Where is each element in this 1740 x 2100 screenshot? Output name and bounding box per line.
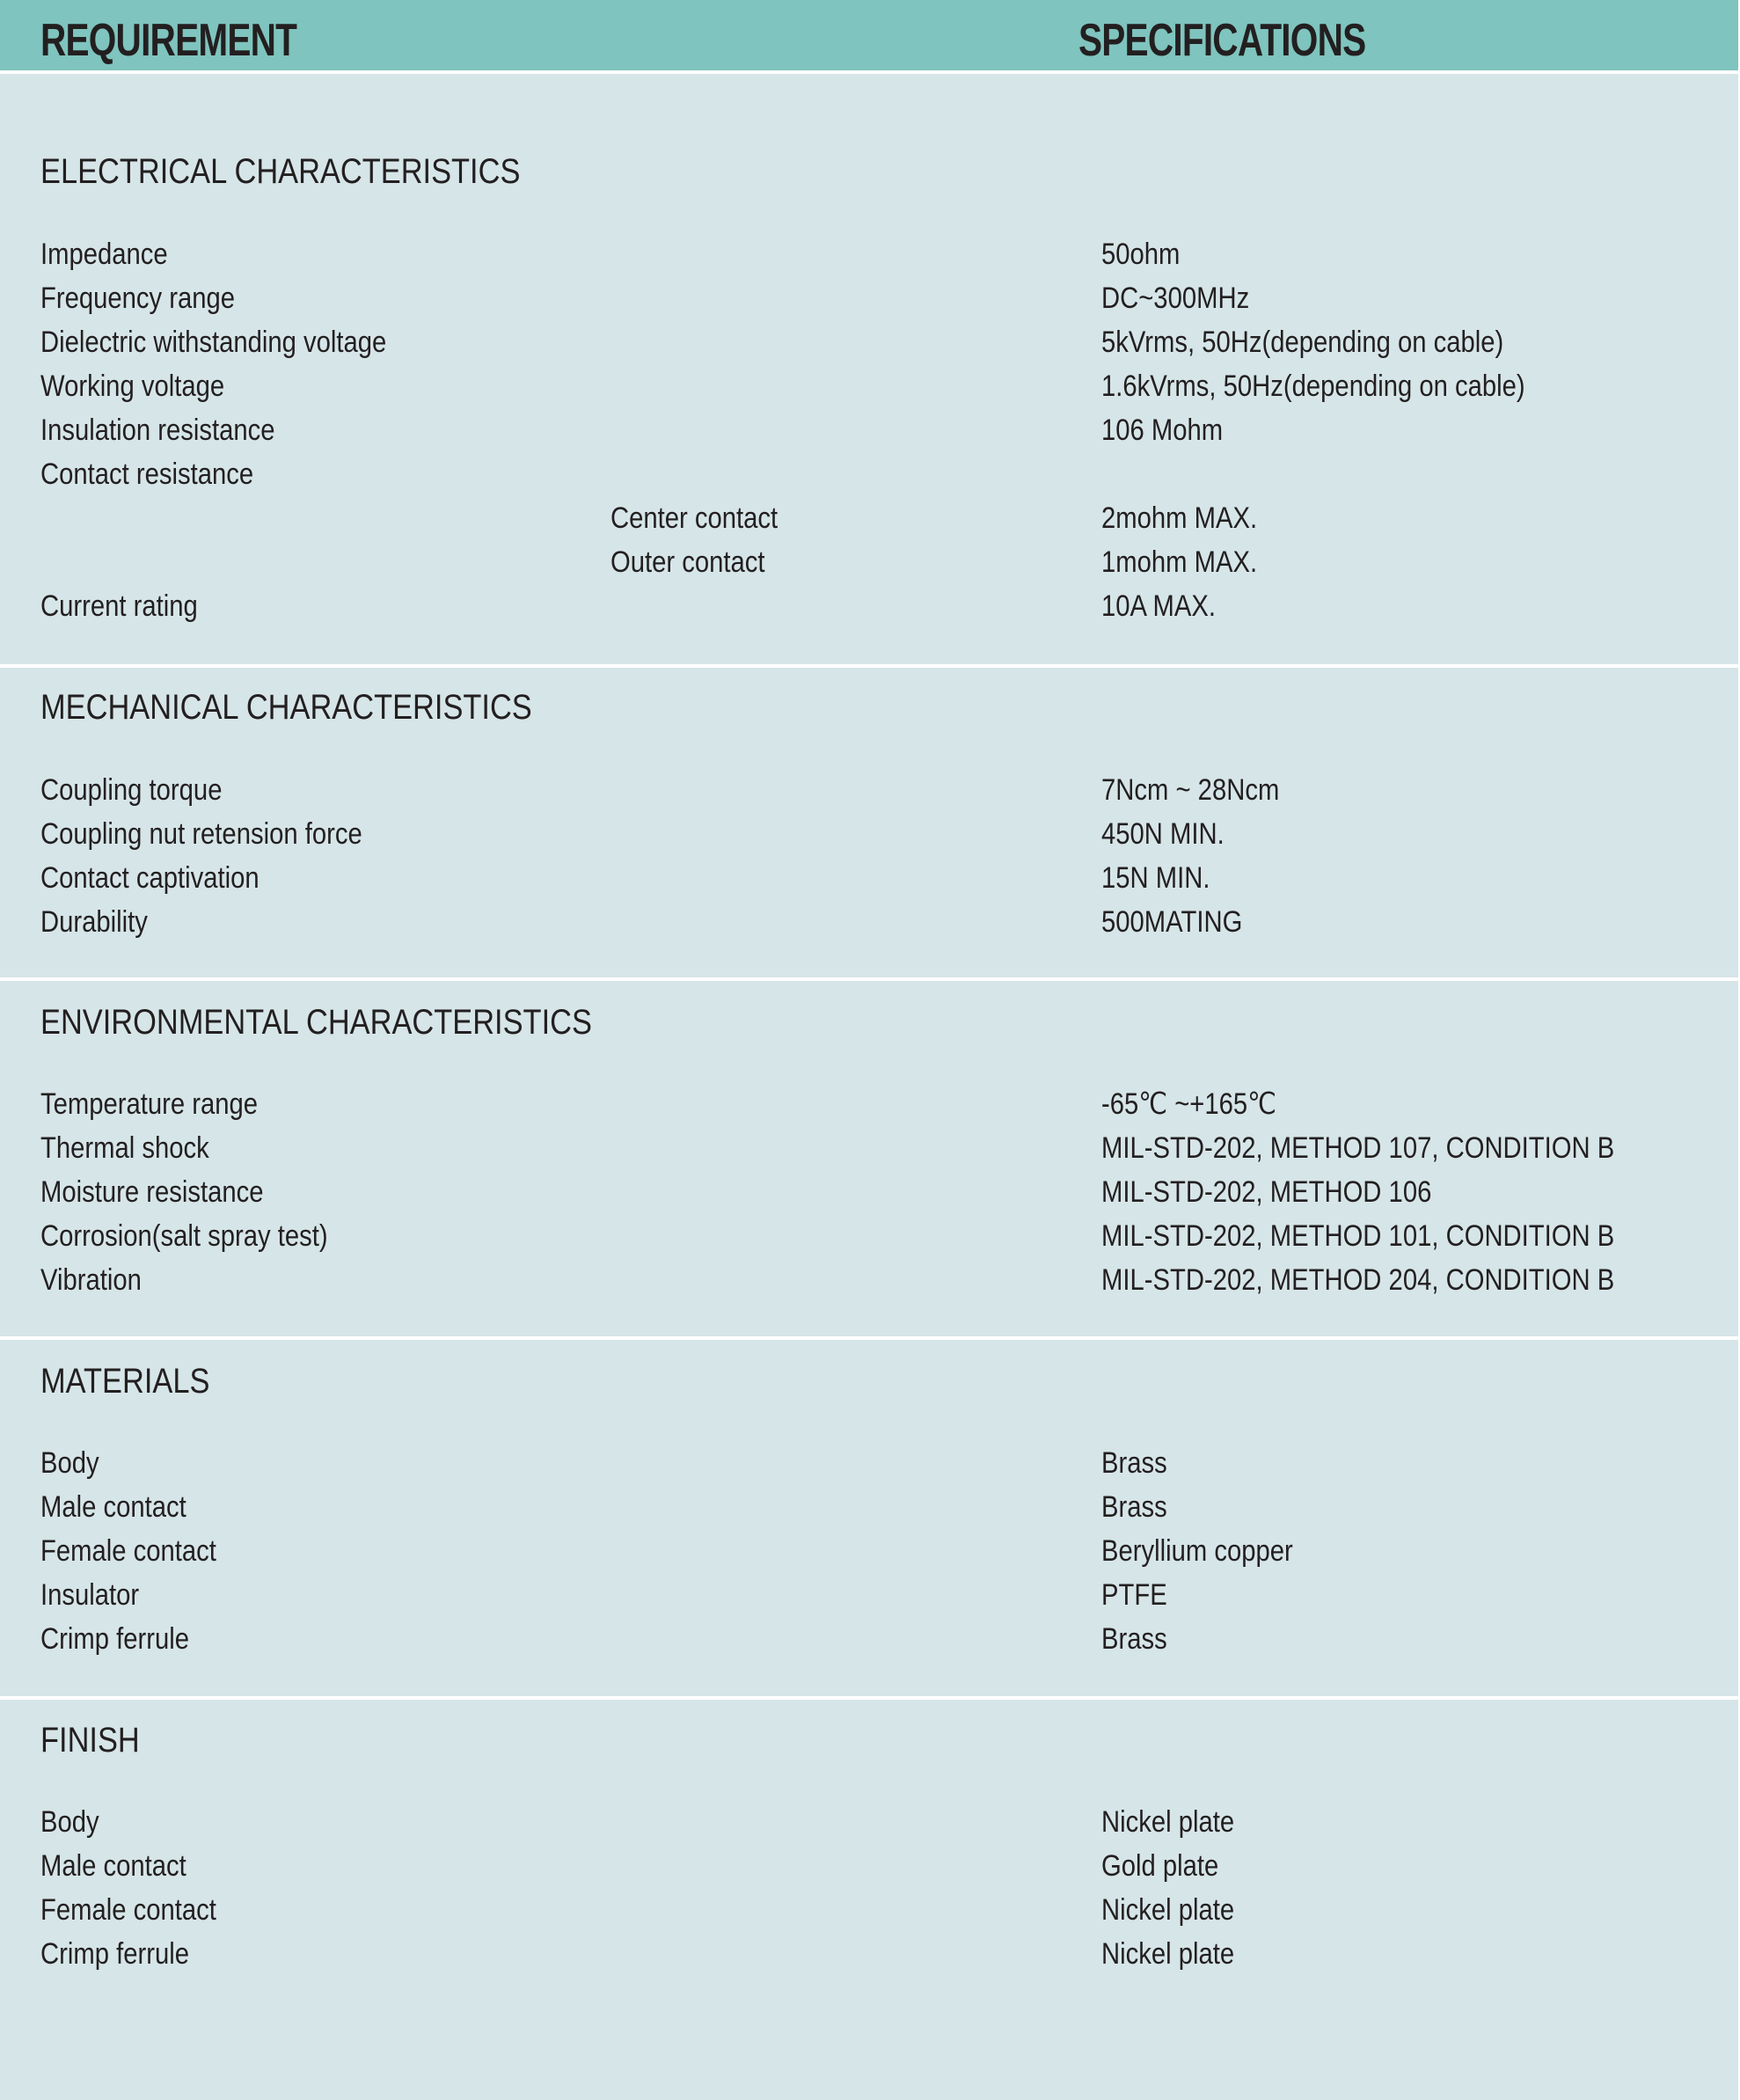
table-row — [0, 452, 1738, 496]
table-row — [0, 364, 1738, 408]
requirement-label: Thermal shock — [40, 1131, 209, 1165]
table-row — [0, 232, 1738, 276]
requirement-label: Coupling torque — [40, 773, 223, 807]
table-row — [0, 1126, 1738, 1170]
spec-value: 5kVrms, 50Hz(depending on cable) — [1101, 326, 1504, 359]
table-row — [0, 1932, 1738, 1976]
spec-value: 1.6kVrms, 50Hz(depending on cable) — [1101, 370, 1525, 403]
section-divider — [0, 977, 1738, 981]
requirement-label: Male contact — [40, 1849, 186, 1883]
requirement-label: Frequency range — [40, 282, 236, 315]
requirement-label: Body — [40, 1805, 99, 1839]
table-row — [0, 1441, 1738, 1485]
table-row — [0, 276, 1738, 320]
requirement-label: Impedance — [40, 238, 168, 271]
requirement-label: Current rating — [40, 589, 198, 623]
spec-value: 106 Mohm — [1101, 413, 1224, 447]
requirement-label: Durability — [40, 905, 148, 939]
section-divider — [0, 1696, 1738, 1700]
spec-value: -65℃ ~+165℃ — [1101, 1087, 1277, 1121]
section-title-mechanical: MECHANICAL CHARACTERISTICS — [40, 688, 532, 727]
spec-value: 1mohm MAX. — [1101, 545, 1258, 579]
section-title-environmental: ENVIRONMENTAL CHARACTERISTICS — [40, 1003, 592, 1042]
requirement-label: Body — [40, 1446, 99, 1480]
requirement-label: Insulation resistance — [40, 413, 275, 447]
requirement-label: Working voltage — [40, 370, 225, 403]
table-row — [0, 1573, 1738, 1617]
requirement-label: Female contact — [40, 1534, 216, 1568]
sub-requirement-label: Outer contact — [610, 545, 765, 579]
spec-value: Nickel plate — [1101, 1805, 1235, 1839]
spec-value: MIL-STD-202, METHOD 106 — [1101, 1175, 1432, 1209]
requirement-label: Male contact — [40, 1490, 186, 1524]
spec-value: 50ohm — [1101, 238, 1181, 271]
table-row — [0, 1888, 1738, 1932]
requirement-label: Contact resistance — [40, 457, 254, 491]
requirement-label: Insulator — [40, 1578, 140, 1612]
spec-value: Nickel plate — [1101, 1937, 1235, 1971]
header-requirement: REQUIREMENT — [40, 15, 297, 66]
table-row — [0, 1170, 1738, 1214]
spec-value: Gold plate — [1101, 1849, 1219, 1883]
spec-value: 500MATING — [1101, 905, 1243, 939]
table-row — [0, 856, 1738, 900]
spec-value: PTFE — [1101, 1578, 1167, 1612]
table-row — [0, 408, 1738, 452]
spec-value: Brass — [1101, 1622, 1167, 1656]
table-row — [0, 1258, 1738, 1302]
requirement-label: Coupling nut retension force — [40, 817, 362, 851]
spec-value: MIL-STD-202, METHOD 107, CONDITION B — [1101, 1131, 1615, 1165]
spec-value: 15N MIN. — [1101, 861, 1210, 895]
table-row — [0, 320, 1738, 364]
table-row — [0, 1617, 1738, 1661]
table-row — [0, 584, 1738, 628]
spec-value: Nickel plate — [1101, 1893, 1235, 1927]
sub-requirement-label: Center contact — [610, 501, 779, 535]
requirement-label: Corrosion(salt spray test) — [40, 1219, 328, 1253]
table-row — [0, 900, 1738, 944]
spec-value: DC~300MHz — [1101, 282, 1250, 315]
section-title-materials: MATERIALS — [40, 1362, 210, 1401]
spec-value: MIL-STD-202, METHOD 101, CONDITION B — [1101, 1219, 1615, 1253]
section-title-electrical: ELECTRICAL CHARACTERISTICS — [40, 152, 521, 191]
requirement-label: Contact captivation — [40, 861, 260, 895]
spec-value: 450N MIN. — [1101, 817, 1225, 851]
section-divider — [0, 664, 1738, 668]
spec-value: Beryllium copper — [1101, 1534, 1293, 1568]
requirement-label: Crimp ferrule — [40, 1937, 189, 1971]
table-row — [0, 1485, 1738, 1529]
table-header — [0, 0, 1738, 74]
table-row — [0, 496, 1738, 540]
table-row — [0, 540, 1738, 584]
spec-value: 7Ncm ~ 28Ncm — [1101, 773, 1280, 807]
section-title-finish: FINISH — [40, 1721, 140, 1760]
spec-value: 2mohm MAX. — [1101, 501, 1258, 535]
requirement-label: Crimp ferrule — [40, 1622, 189, 1656]
table-row — [0, 1800, 1738, 1844]
table-row — [0, 1214, 1738, 1258]
requirement-label: Female contact — [40, 1893, 216, 1927]
header-specifications: SPECIFICATIONS — [1078, 15, 1366, 66]
requirement-label: Vibration — [40, 1263, 142, 1297]
table-row — [0, 1529, 1738, 1573]
table-row — [0, 1844, 1738, 1888]
table-row — [0, 1082, 1738, 1126]
spec-value: Brass — [1101, 1446, 1167, 1480]
spec-value: 10A MAX. — [1101, 589, 1217, 623]
table-row — [0, 812, 1738, 856]
requirement-label: Dielectric withstanding voltage — [40, 326, 387, 359]
spec-value: Brass — [1101, 1490, 1167, 1524]
table-row — [0, 768, 1738, 812]
section-divider — [0, 1336, 1738, 1340]
requirement-label: Moisture resistance — [40, 1175, 264, 1209]
spec-value: MIL-STD-202, METHOD 204, CONDITION B — [1101, 1263, 1615, 1297]
requirement-label: Temperature range — [40, 1087, 259, 1121]
